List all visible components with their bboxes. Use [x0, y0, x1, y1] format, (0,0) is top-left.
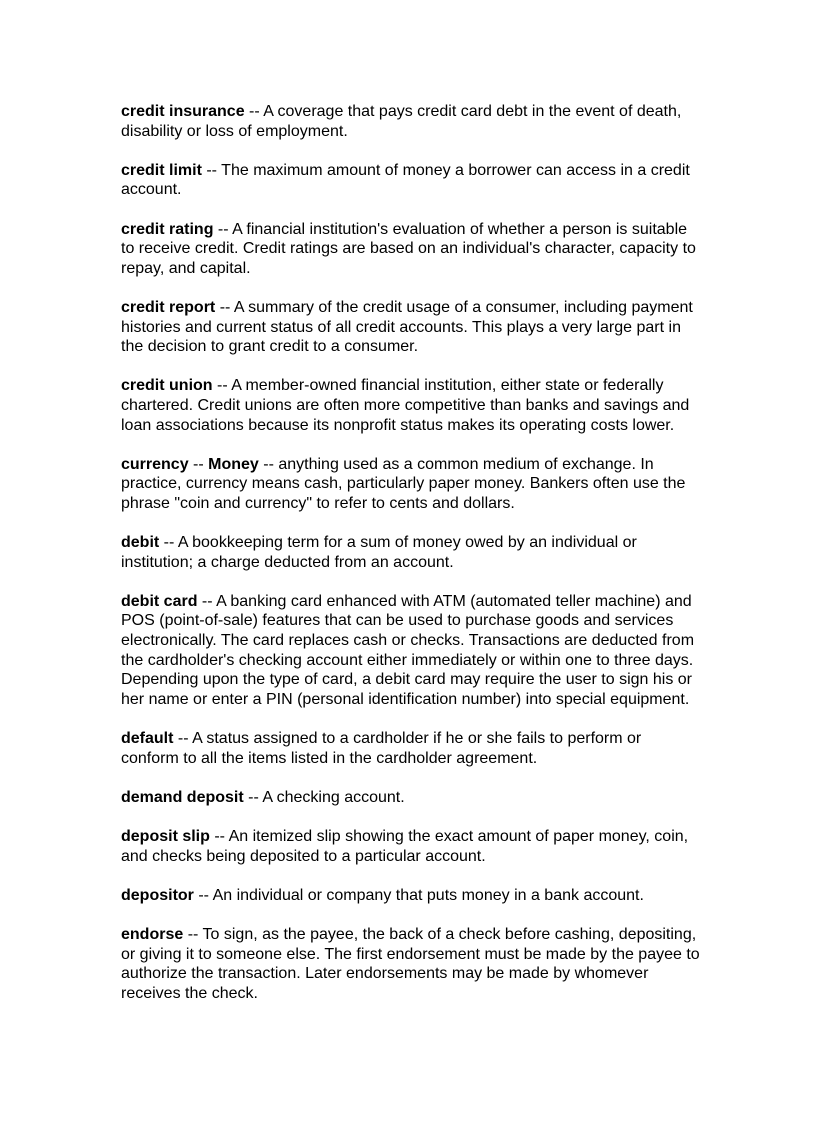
glossary-definition: A coverage that pays credit card debt in the event of death, disability or loss of employment. [121, 103, 682, 140]
glossary-entry-credit-union [121, 376, 701, 435]
glossary-entry-deposit-slip [121, 827, 701, 866]
glossary-definition: A summary of the credit usage of a consumer, including payment histories and current status of all credit accounts. This plays a very large part in the decision to grant credit to a consumer. [121, 298, 693, 356]
glossary-definition: To sign, as the payee, the back of a check before cashing, depositing, or giving it to someone else. The first endorsement must be made by the payee to authorize the transaction. Later endorsements may be made by whomever receives the check. [121, 925, 700, 1002]
separator: -- [173, 730, 193, 747]
glossary-term: credit report [121, 298, 216, 316]
separator: -- [159, 534, 178, 552]
glossary-definition: A bookkeeping term for a sum of money owed by an individual or institution; a charge deducted from an account. [121, 534, 637, 571]
glossary-entry-debit-card [121, 592, 701, 710]
glossary-definition: A checking account. [262, 788, 405, 806]
glossary-definition: An individual or company that puts money in a bank account. [212, 886, 644, 904]
separator: -- [201, 161, 222, 179]
glossary-term-synonym: Money [208, 455, 259, 473]
separator: -- [213, 220, 233, 238]
glossary-definition: A financial institution's evaluation of whether a person is suitable to receive credit. Credit ratings are based on an individual's character, capacity to repay, and capital. [121, 220, 696, 277]
glossary-term: depositor [121, 886, 194, 904]
separator: -- [258, 455, 279, 473]
glossary-term: default [121, 730, 174, 747]
separator: -- [215, 298, 234, 316]
glossary-term: currency [121, 455, 189, 473]
glossary-term: credit rating [121, 220, 214, 238]
glossary-definition: An itemized slip showing the exact amount of paper money, coin, and checks being deposited to a particular account. [121, 827, 689, 865]
glossary-definition: anything used as a common medium of exchange. In practice, currency means cash, particularly paper money. Bankers often use the phrase "coin and currency" to refer to cents and dollars. [121, 455, 686, 512]
glossary-term: demand deposit [121, 788, 244, 806]
separator: -- [193, 886, 213, 904]
glossary-entry-credit-limit [121, 161, 701, 200]
glossary-term: debit [121, 534, 160, 552]
glossary-definition: The maximum amount of money a borrower can access in a credit account. [121, 161, 690, 199]
glossary-entry-credit-insurance [121, 102, 701, 141]
glossary-term: debit card [121, 592, 198, 610]
glossary-entry-credit-report [121, 298, 701, 357]
glossary-entry-credit-rating [121, 220, 701, 279]
glossary-entry-depositor [121, 886, 701, 906]
glossary-entry-endorse [121, 925, 701, 1003]
glossary-term: credit limit [121, 161, 202, 179]
glossary-definition: A status assigned to a cardholder if he or she fails to perform or conform to all the items listed in the cardholder agreement. [121, 730, 642, 767]
glossary-page [121, 102, 701, 1023]
separator: -- [212, 377, 232, 395]
separator: -- [243, 788, 263, 806]
glossary-entry-demand-deposit [121, 788, 701, 808]
separator: -- [197, 592, 217, 610]
separator: -- [188, 455, 209, 473]
glossary-term: deposit slip [121, 827, 210, 845]
glossary-entry-debit [121, 533, 701, 572]
glossary-entry-default [121, 729, 701, 768]
separator: -- [183, 925, 203, 943]
separator: -- [209, 827, 229, 845]
glossary-term: credit union [121, 377, 213, 395]
glossary-term: credit insurance [121, 103, 245, 120]
glossary-definition: A member-owned financial institution, either state or federally chartered. Credit unions are often more competitive than banks and savings and loan associations because its nonprofit status makes its operating costs lower. [121, 377, 690, 434]
separator: -- [244, 103, 264, 120]
glossary-definition: A banking card enhanced with ATM (automated teller machine) and POS (point-of-sale) features that can be used to purchase goods and services electronically. The card replaces cash or checks. Transactions are deducted from the cardholder's checking account either immediately or within one to three days. Depending upon the type of card, a debit card may require the user to sign his or her name or enter a PIN (personal identification number) into special equipment. [121, 592, 695, 708]
glossary-term: endorse [121, 925, 184, 943]
glossary-entry-currency [121, 455, 701, 514]
